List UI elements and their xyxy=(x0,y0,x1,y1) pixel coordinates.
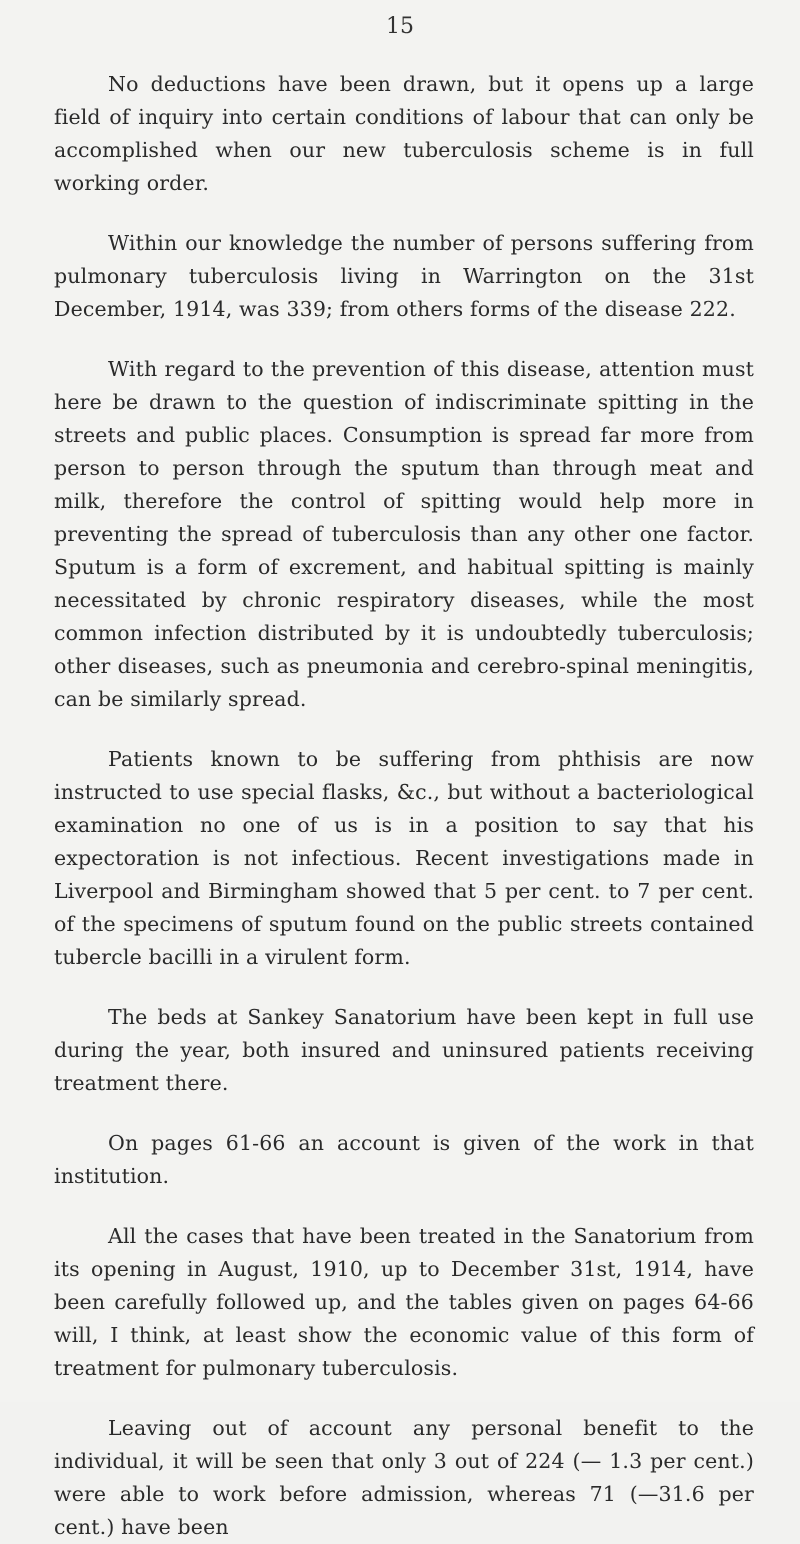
paragraph-knowledge: Within our knowledge the number of persons suffering from pulmonary tuberculosis living in Warrington on the 31st December, 1914, was 339; from others forms of the disease 222. xyxy=(54,231,754,321)
paragraph-deductions: No deductions have been drawn, but it opens up a large field of inquiry into certain conditions of labour that can only be accomplished when our new tuberculosis scheme is in full working order. xyxy=(54,72,754,195)
paragraph-cases-followed: All the cases that have been treated in the Sanatorium from its opening in August, 1910, up to December 31st, 1914, have been carefully followed up, and the tables given on pages 64-66 will, I think, at least show the economic value of this form of treatment for pulmonary tuberculosis. xyxy=(54,1224,754,1380)
paragraph-pages-account: On pages 61-66 an account is given of the work in that institution. xyxy=(54,1131,754,1188)
body-text xyxy=(54,68,754,1544)
paragraph-sanatorium-beds: The beds at Sankey Sanatorium have been kept in full use during the year, both insured and uninsured patients receiving treatment there. xyxy=(54,1005,754,1095)
page-number: 15 xyxy=(386,14,414,39)
paragraph-patients: Patients known to be suffering from phthisis are now instructed to use special flasks, &c., but without a bacteriological examination no one of us is in a position to say that his expectoration is not infectious. Recent investigations made in Liverpool and Birmingham showed that 5 per cent. to 7 per cent. of the specimens of sputum found on the public streets contained tubercle bacilli in a virulent form. xyxy=(54,747,754,969)
paragraph-prevention: With regard to the prevention of this disease, attention must here be drawn to the question of indiscriminate spitting in the streets and public places. Consumption is spread far more from person to person through the sputum than through meat and milk, therefore the control of spitting would help more in preventing the spread of tuberculosis than any other one factor. Sputum is a form of excrement, and habitual spitting is mainly necessitated by chronic respiratory diseases, while the most common infection distributed by it is undoubtedly tuberculosis; other diseases, such as pneumonia and cerebro-spinal meningitis, can be similarly spread. xyxy=(54,357,754,711)
paragraph-personal-benefit: Leaving out of account any personal benefit to the individual, it will be seen that only 3 out of 224 (— 1.3 per cent.) were able to work before admission, whereas 71 (—31.6 per cent.) have been xyxy=(54,1416,754,1539)
